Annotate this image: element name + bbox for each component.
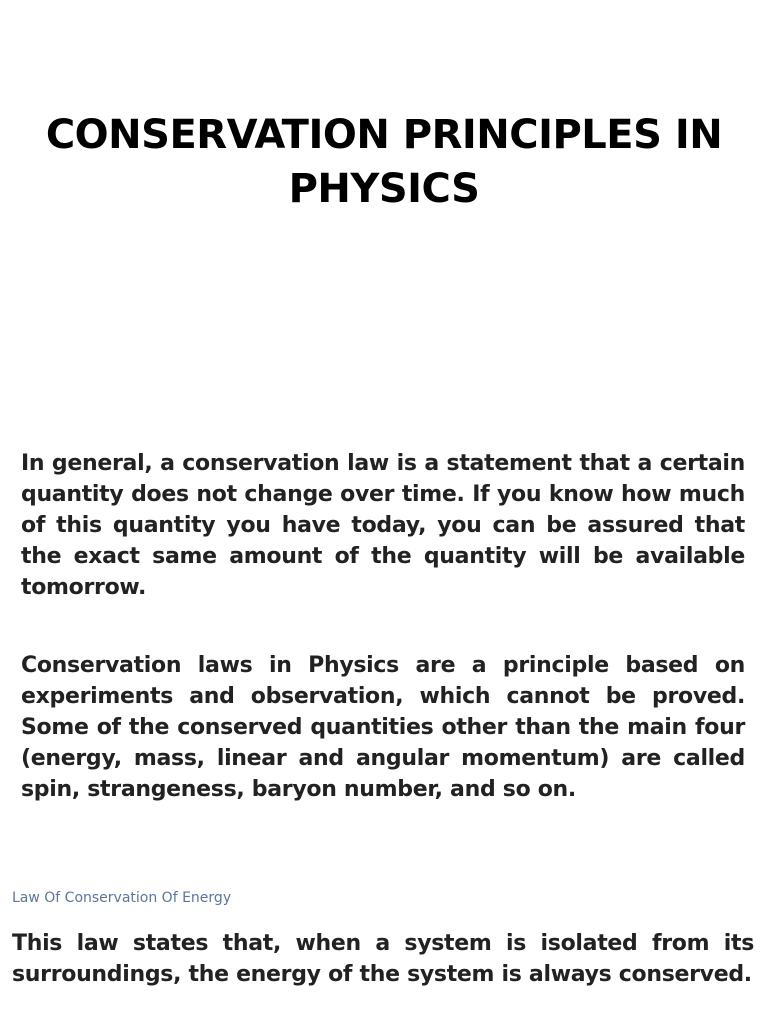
conservation-laws-paragraph: Conservation laws in Physics are a principle based on experiments and observation, which cannot be proved. Some of the conserved quantities other than the main four (energy, mass, linear and angular momentum) are called spin, strangeness, baryon number, and so on. — [21, 653, 745, 802]
intro-paragraph: In general, a conservation law is a statement that a certain quantity does not change over time. If you know how much of this quantity you have today, you can be assured that the exact same amount of the quantity will be available tomorrow. — [21, 451, 745, 600]
page-title: CONSERVATION PRINCIPLES IN PHYSICS — [45, 112, 723, 212]
energy-law-paragraph: This law states that, when a system is isolated from its surroundings, the energy of the system is always conserved. — [12, 931, 754, 987]
section-heading-energy: Law Of Conservation Of Energy — [12, 890, 232, 906]
